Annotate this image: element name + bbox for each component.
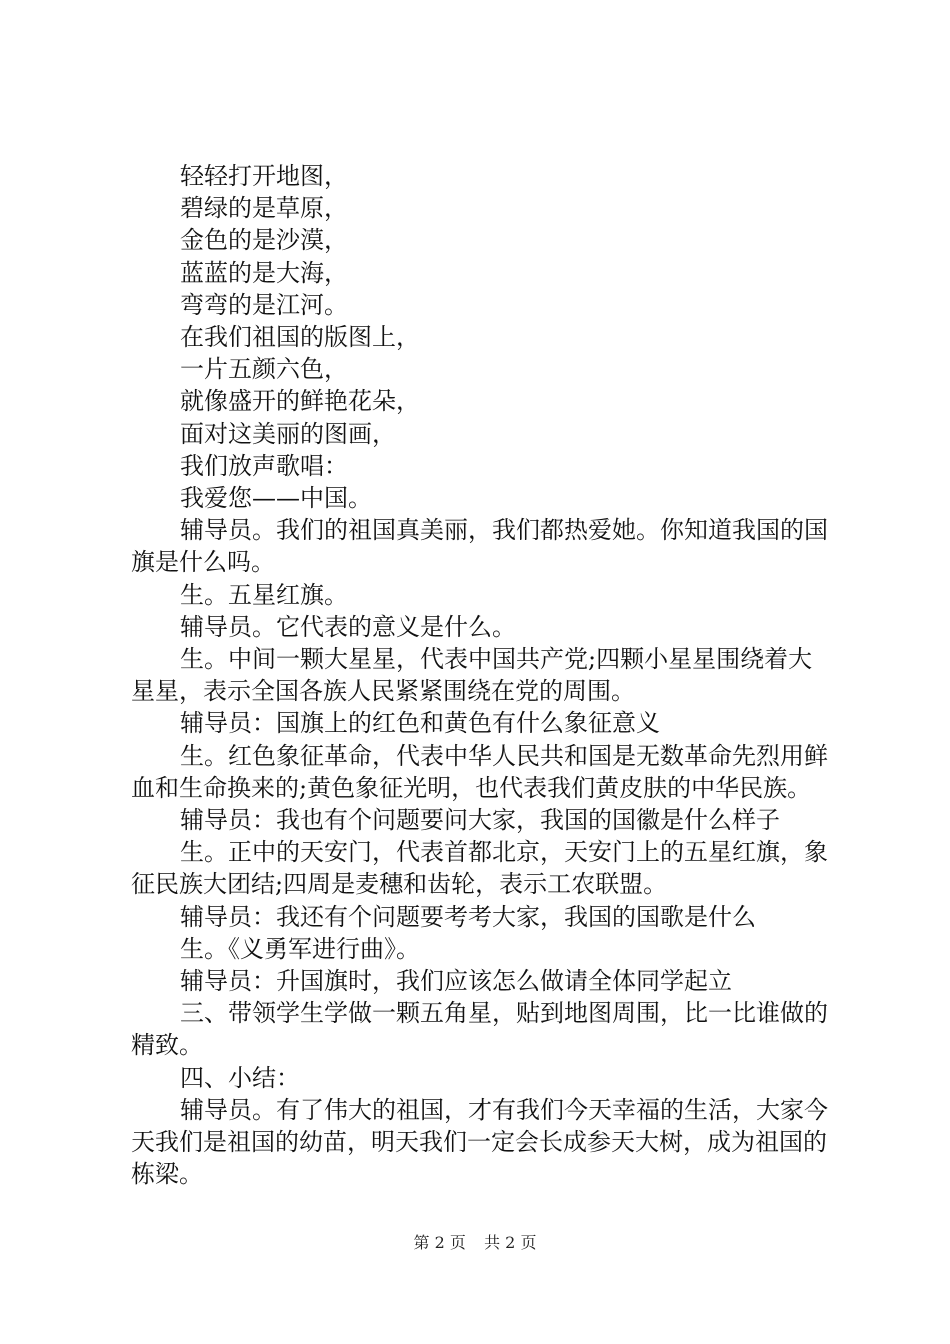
paragraph: 金色的是沙漠，	[180, 226, 348, 255]
paragraph: 生。正中的天安门，代表首都北京，天安门上的五星红旗，象征民族大团结;四周是麦穗和齿轮，表示工农联盟。	[131, 838, 828, 899]
paragraph: 三、带领学生学做一颗五角星，贴到地图周围，比一比谁做的精致。	[131, 999, 828, 1060]
paragraph: 生。红色象征革命，代表中华人民共和国是无数革命先烈用鲜血和生命换来的;黄色象征光明，也代表我们黄皮肤的中华民族。	[131, 741, 828, 802]
paragraph: 面对这美丽的图画，	[180, 419, 396, 448]
paragraph: 碧绿的是草原，	[180, 194, 348, 223]
paragraph: 生。《义勇军进行曲》。	[180, 934, 420, 963]
paragraph: 在我们祖国的版图上，	[180, 323, 420, 352]
paragraph: 我们放声歌唱：	[180, 451, 348, 480]
paragraph: 生。五星红旗。	[180, 580, 348, 609]
paragraph: 四、小结：	[180, 1063, 300, 1092]
paragraph: 辅导员：升国旗时，我们应该怎么做请全体同学起立	[180, 967, 732, 996]
page-footer	[0, 1233, 950, 1253]
paragraph: 蓝蓝的是大海，	[180, 258, 348, 287]
paragraph: 生。中间一颗大星星，代表中国共产党;四颗小星星围绕着大星星，表示全国各族人民紧紧围绕在党的周围。	[131, 645, 813, 706]
paragraph: 弯弯的是江河。	[180, 290, 348, 319]
paragraph: 辅导员。有了伟大的祖国，才有我们今天幸福的生活，大家今天我们是祖国的幼苗，明天我们一定会长成参天大树，成为祖国的栋梁。	[131, 1095, 828, 1189]
document-body	[131, 160, 831, 1191]
paragraph: 辅导员。它代表的意义是什么。	[180, 612, 516, 641]
paragraph: 一片五颜六色，	[180, 355, 348, 384]
paragraph: 我爱您——中国。	[180, 484, 372, 513]
paragraph: 轻轻打开地图，	[180, 162, 348, 190]
page-total: 共 2 页	[484, 1233, 537, 1252]
paragraph: 辅导员。我们的祖国真美丽，我们都热爱她。你知道我国的国旗是什么吗。	[131, 516, 828, 577]
paragraph: 辅导员：国旗上的红色和黄色有什么象征意义	[180, 709, 660, 738]
paragraph: 就像盛开的鲜艳花朵，	[180, 387, 420, 416]
paragraph: 辅导员：我还有个问题要考考大家，我国的国歌是什么	[180, 902, 756, 931]
page-number: 第 2 页	[413, 1233, 466, 1252]
paragraph: 辅导员：我也有个问题要问大家，我国的国徽是什么样子	[180, 806, 780, 835]
